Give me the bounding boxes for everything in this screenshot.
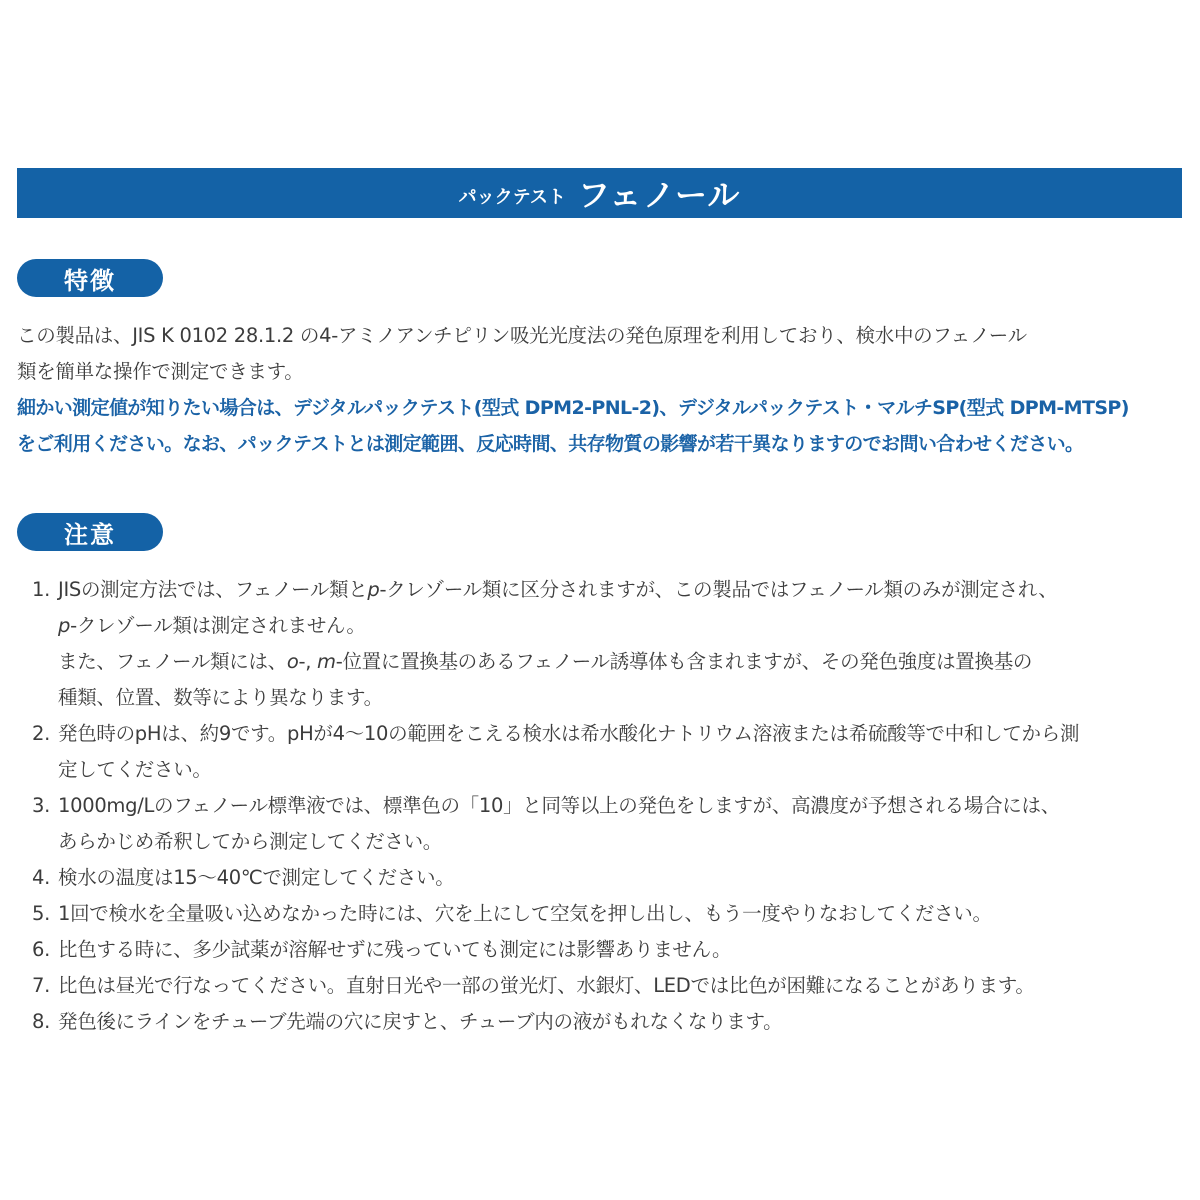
list-item <box>32 1004 1192 1040</box>
features-line-1: この製品は、JIS K 0102 28.1.2 の4-アミノアンチピリン吸光光度法の発色原理を利用しており、検水中のフェノール <box>17 324 1027 347</box>
item-number: 1. <box>32 578 51 601</box>
title-bar <box>17 168 1182 218</box>
note-line: 1000mg/Lのフェノール標準液では、標準色の「10」と同等以上の発色をしますが、高濃度が予想される場合には、 <box>58 794 1060 817</box>
page-title: フェノール <box>577 176 741 214</box>
item-number: 4. <box>32 866 51 889</box>
note-italic: o <box>286 650 299 673</box>
item-number: 3. <box>32 794 51 817</box>
note-text: JISの測定方法では、フェノール類と <box>58 578 368 601</box>
note-line: 比色する時に、多少試薬が溶解せずに残っていても測定には影響ありません。 <box>58 938 732 961</box>
note-line: 検水の温度は15～40℃で測定してください。 <box>58 866 455 889</box>
features-line-2: 類を簡単な操作で測定できます。 <box>17 360 304 383</box>
note-text: -クレゾール類は測定されません。 <box>70 614 366 637</box>
note-italic: m <box>317 650 336 673</box>
note-line: あらかじめ希釈してから測定してください。 <box>58 830 443 853</box>
note-text: -位置に置換基のあるフェノール誘導体も含まれますが、その発色強度は置換基の <box>335 650 1033 673</box>
note-line: 発色時のpHは、約9です。pHが4～10の範囲をこえる検水は希水酸化ナトリウム溶液または希硫酸等で中和してから測 <box>58 722 1080 745</box>
title-subtitle: パックテスト <box>458 187 566 208</box>
list-item <box>32 572 1192 716</box>
notes-list <box>32 572 1192 1040</box>
note-italic: p <box>58 614 71 637</box>
note-line: 1回で検水を全量吸い込めなかった時には、穴を上にして空気を押し出し、もう一度やりなおしてください。 <box>58 902 992 925</box>
list-item <box>32 788 1192 860</box>
features-heading: 特徴 <box>17 259 163 297</box>
item-number: 6. <box>32 938 51 961</box>
features-bold-line-1: 細かい測定値が知りたい場合は、デジタルパックテスト(型式 DPM2-PNL-2)、デジタルパックテスト・マルチSP(型式 DPM-MTSP) <box>17 397 1129 419</box>
note-text: また、フェノール類には、 <box>58 650 287 673</box>
item-number: 8. <box>32 1010 51 1033</box>
list-item <box>32 968 1192 1004</box>
list-item <box>32 896 1192 932</box>
note-line <box>58 608 1192 644</box>
notes-heading: 注意 <box>17 513 163 551</box>
features-section <box>17 318 1187 462</box>
note-text: -クレゾール類に区分されますが、この製品ではフェノール類のみが測定され、 <box>379 578 1058 601</box>
note-text: -, <box>298 650 318 673</box>
note-line <box>58 572 1192 608</box>
note-line: 発色後にラインをチューブ先端の穴に戻すと、チューブ内の液がもれなくなります。 <box>58 1010 783 1033</box>
note-line: 比色は昼光で行なってください。直射日光や一部の蛍光灯、水銀灯、LEDでは比色が困難になることがあります。 <box>58 974 1035 997</box>
list-item <box>32 716 1192 788</box>
note-line: 定してください。 <box>58 758 212 781</box>
list-item <box>32 860 1192 896</box>
features-bold-line-2: をご利用ください。なお、パックテストとは測定範囲、反応時間、共存物質の影響が若干異なりますのでお問い合わせください。 <box>17 433 1084 455</box>
list-item <box>32 932 1192 968</box>
note-line: 種類、位置、数等により異なります。 <box>58 686 383 709</box>
item-number: 7. <box>32 974 51 997</box>
item-number: 5. <box>32 902 51 925</box>
item-number: 2. <box>32 722 51 745</box>
note-italic: p <box>367 578 380 601</box>
note-line <box>58 644 1192 680</box>
